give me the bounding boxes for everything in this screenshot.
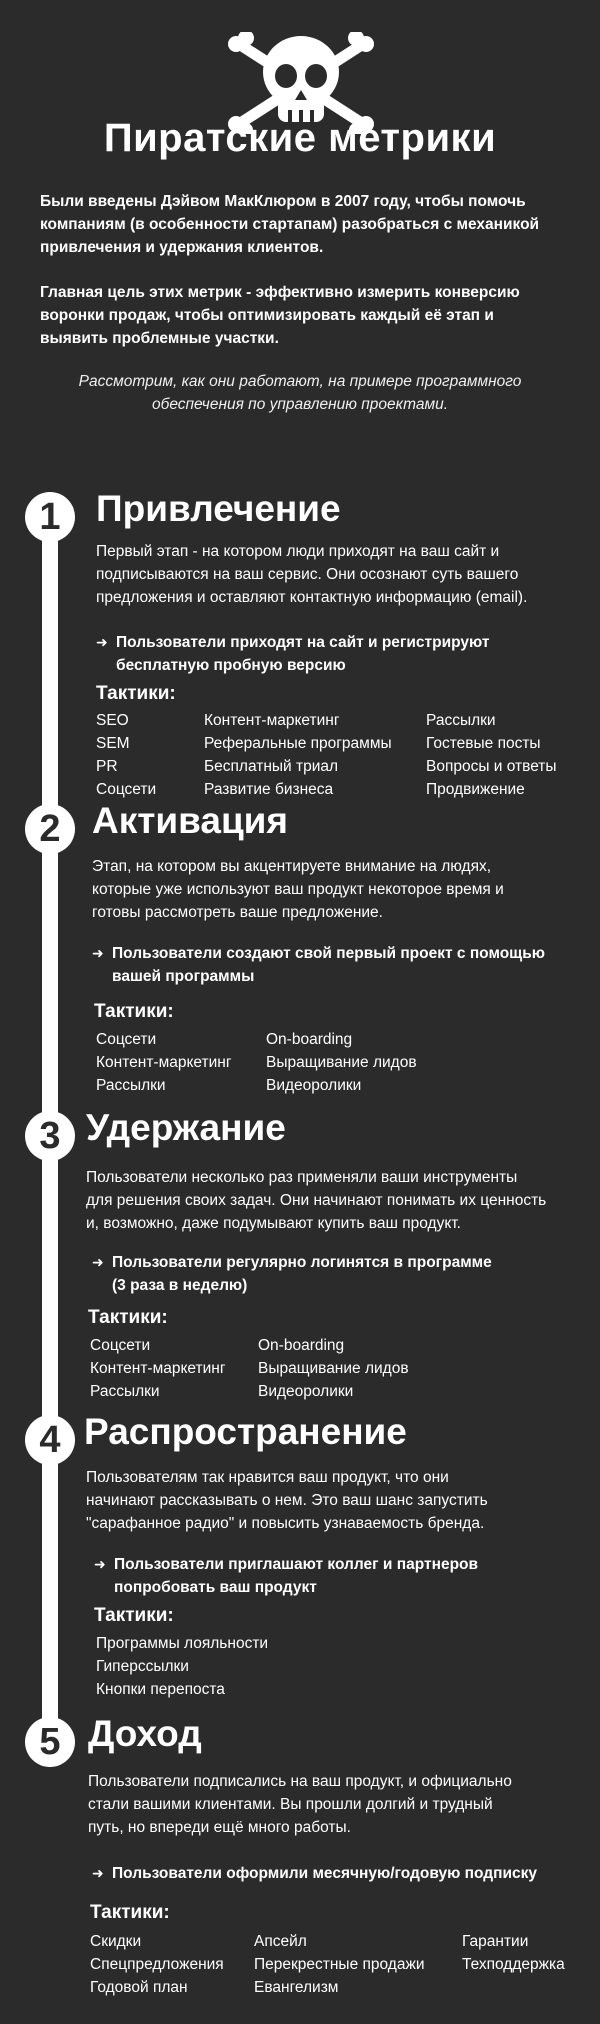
step-goal-4: ➜ Пользователи приглашают коллег и партнеров попробовать ваш продукт: [94, 1553, 574, 1599]
intro-paragraph-2: Главная цель этих метрик - эффективно измерить конверсию воронки продаж, чтобы оптимизировать каждый её этап и выявить проблемные участки.: [40, 284, 520, 347]
step-goal-5: ➜ Пользователи оформили месячную/годовую подписку: [92, 1862, 592, 1885]
tactics-column: Рассылки Гостевые посты Вопросы и ответы Продвижение: [426, 712, 557, 798]
step-goal-3: ➜ Пользователи регулярно логинятся в программе (3 раза в неделю): [92, 1251, 572, 1297]
step-title-4: Распространение: [84, 1411, 407, 1452]
step-description-2: Этап, на котором вы акцентируете внимание на людях, которые уже используют ваш продукт некоторое время и готовы рассмотреть ваше предложение.: [92, 858, 504, 921]
arrow-icon: ➜: [92, 945, 104, 961]
step-title-5: Доход: [88, 1713, 202, 1754]
tactics-column: Контент-маркетинг Реферальные программы Бесплатный триал Развитие бизнеса: [204, 712, 392, 798]
tactics-column: Программы лояльности Гиперссылки Кнопки перепоста: [96, 1635, 269, 1698]
tactics-column: Гарантии Техподдержка: [462, 1933, 565, 1973]
arrow-icon: ➜: [92, 1865, 104, 1881]
step-number-4: 4: [25, 1415, 75, 1465]
step-description-4: Пользователям так нравится ваш продукт, что они начинают рассказывать о нем. Это ваш шанс запустить "сарафанное радио" и повысить узнаваемость бренда.: [86, 1469, 488, 1532]
tactics-column: SEO SEM PR Соцсети: [96, 712, 157, 798]
tactics-column: Скидки Спецпредложения Годовой план: [90, 1933, 224, 1996]
step-number-1: 1: [25, 492, 75, 542]
step-number-2: 2: [25, 804, 75, 854]
step-title-3: Удержание: [86, 1107, 286, 1148]
step-description-3: Пользователи несколько раз применяли ваши инструменты для решения своих задач. Они начинают понимать их ценность и, возможно, даже подумывают купить ваш продукт.: [86, 1169, 547, 1232]
arrow-icon: ➜: [96, 634, 108, 650]
tactics-column: Соцсети Контент-маркетинг Рассылки: [90, 1337, 226, 1400]
tactics-heading-1: Тактики:: [96, 683, 176, 704]
step-description-5: Пользователи подписались на ваш продукт, и официально стали вашими клиентами. Вы прошли долгий и трудный путь, но впереди ещё много работы.: [88, 1773, 512, 1836]
tactics-heading-2: Тактики:: [94, 1001, 174, 1022]
intro-paragraph-3: Рассмотрим, как они работают, на примере программного обеспечения по управлению проектами.: [78, 373, 522, 413]
tactics-column: On-boarding Выращивание лидов Видеоролики: [258, 1337, 409, 1400]
tactics-column: Апсейл Перекрестные продажи Евангелизм: [254, 1933, 425, 1996]
step-description-1: Первый этап - на котором люди приходят на ваш сайт и подписываются на ваш сервис. Они осознают суть вашего предложения и оставляют контактную информацию (email).: [96, 543, 528, 606]
step-goal-2: ➜ Пользователи создают свой первый проект с помощью вашей программы: [92, 942, 582, 988]
page-title: Пиратские метрики: [103, 116, 497, 160]
step-title-1: Привлечение: [96, 488, 341, 529]
arrow-icon: ➜: [94, 1556, 106, 1572]
tactics-column: Соцсети Контент-маркетинг Рассылки: [96, 1031, 232, 1094]
tactics-heading-4: Тактики:: [94, 1605, 174, 1626]
tactics-column: On-boarding Выращивание лидов Видеоролики: [266, 1031, 417, 1094]
arrow-icon: ➜: [92, 1254, 104, 1270]
step-title-2: Активация: [92, 800, 289, 841]
step-number-3: 3: [25, 1111, 75, 1161]
step-number-5: 5: [25, 1717, 75, 1767]
intro-paragraph-1: Были введены Дэйвом МакКлюром в 2007 году, чтобы помочь компаниям (в особенности стартапам) разобраться с механикой привлечения и удержания клиентов.: [40, 193, 540, 256]
tactics-heading-3: Тактики:: [88, 1307, 168, 1328]
step-goal-1: ➜ Пользователи приходят на сайт и регистрируют бесплатную пробную версию: [96, 631, 576, 677]
tactics-heading-5: Тактики:: [90, 1902, 170, 1923]
